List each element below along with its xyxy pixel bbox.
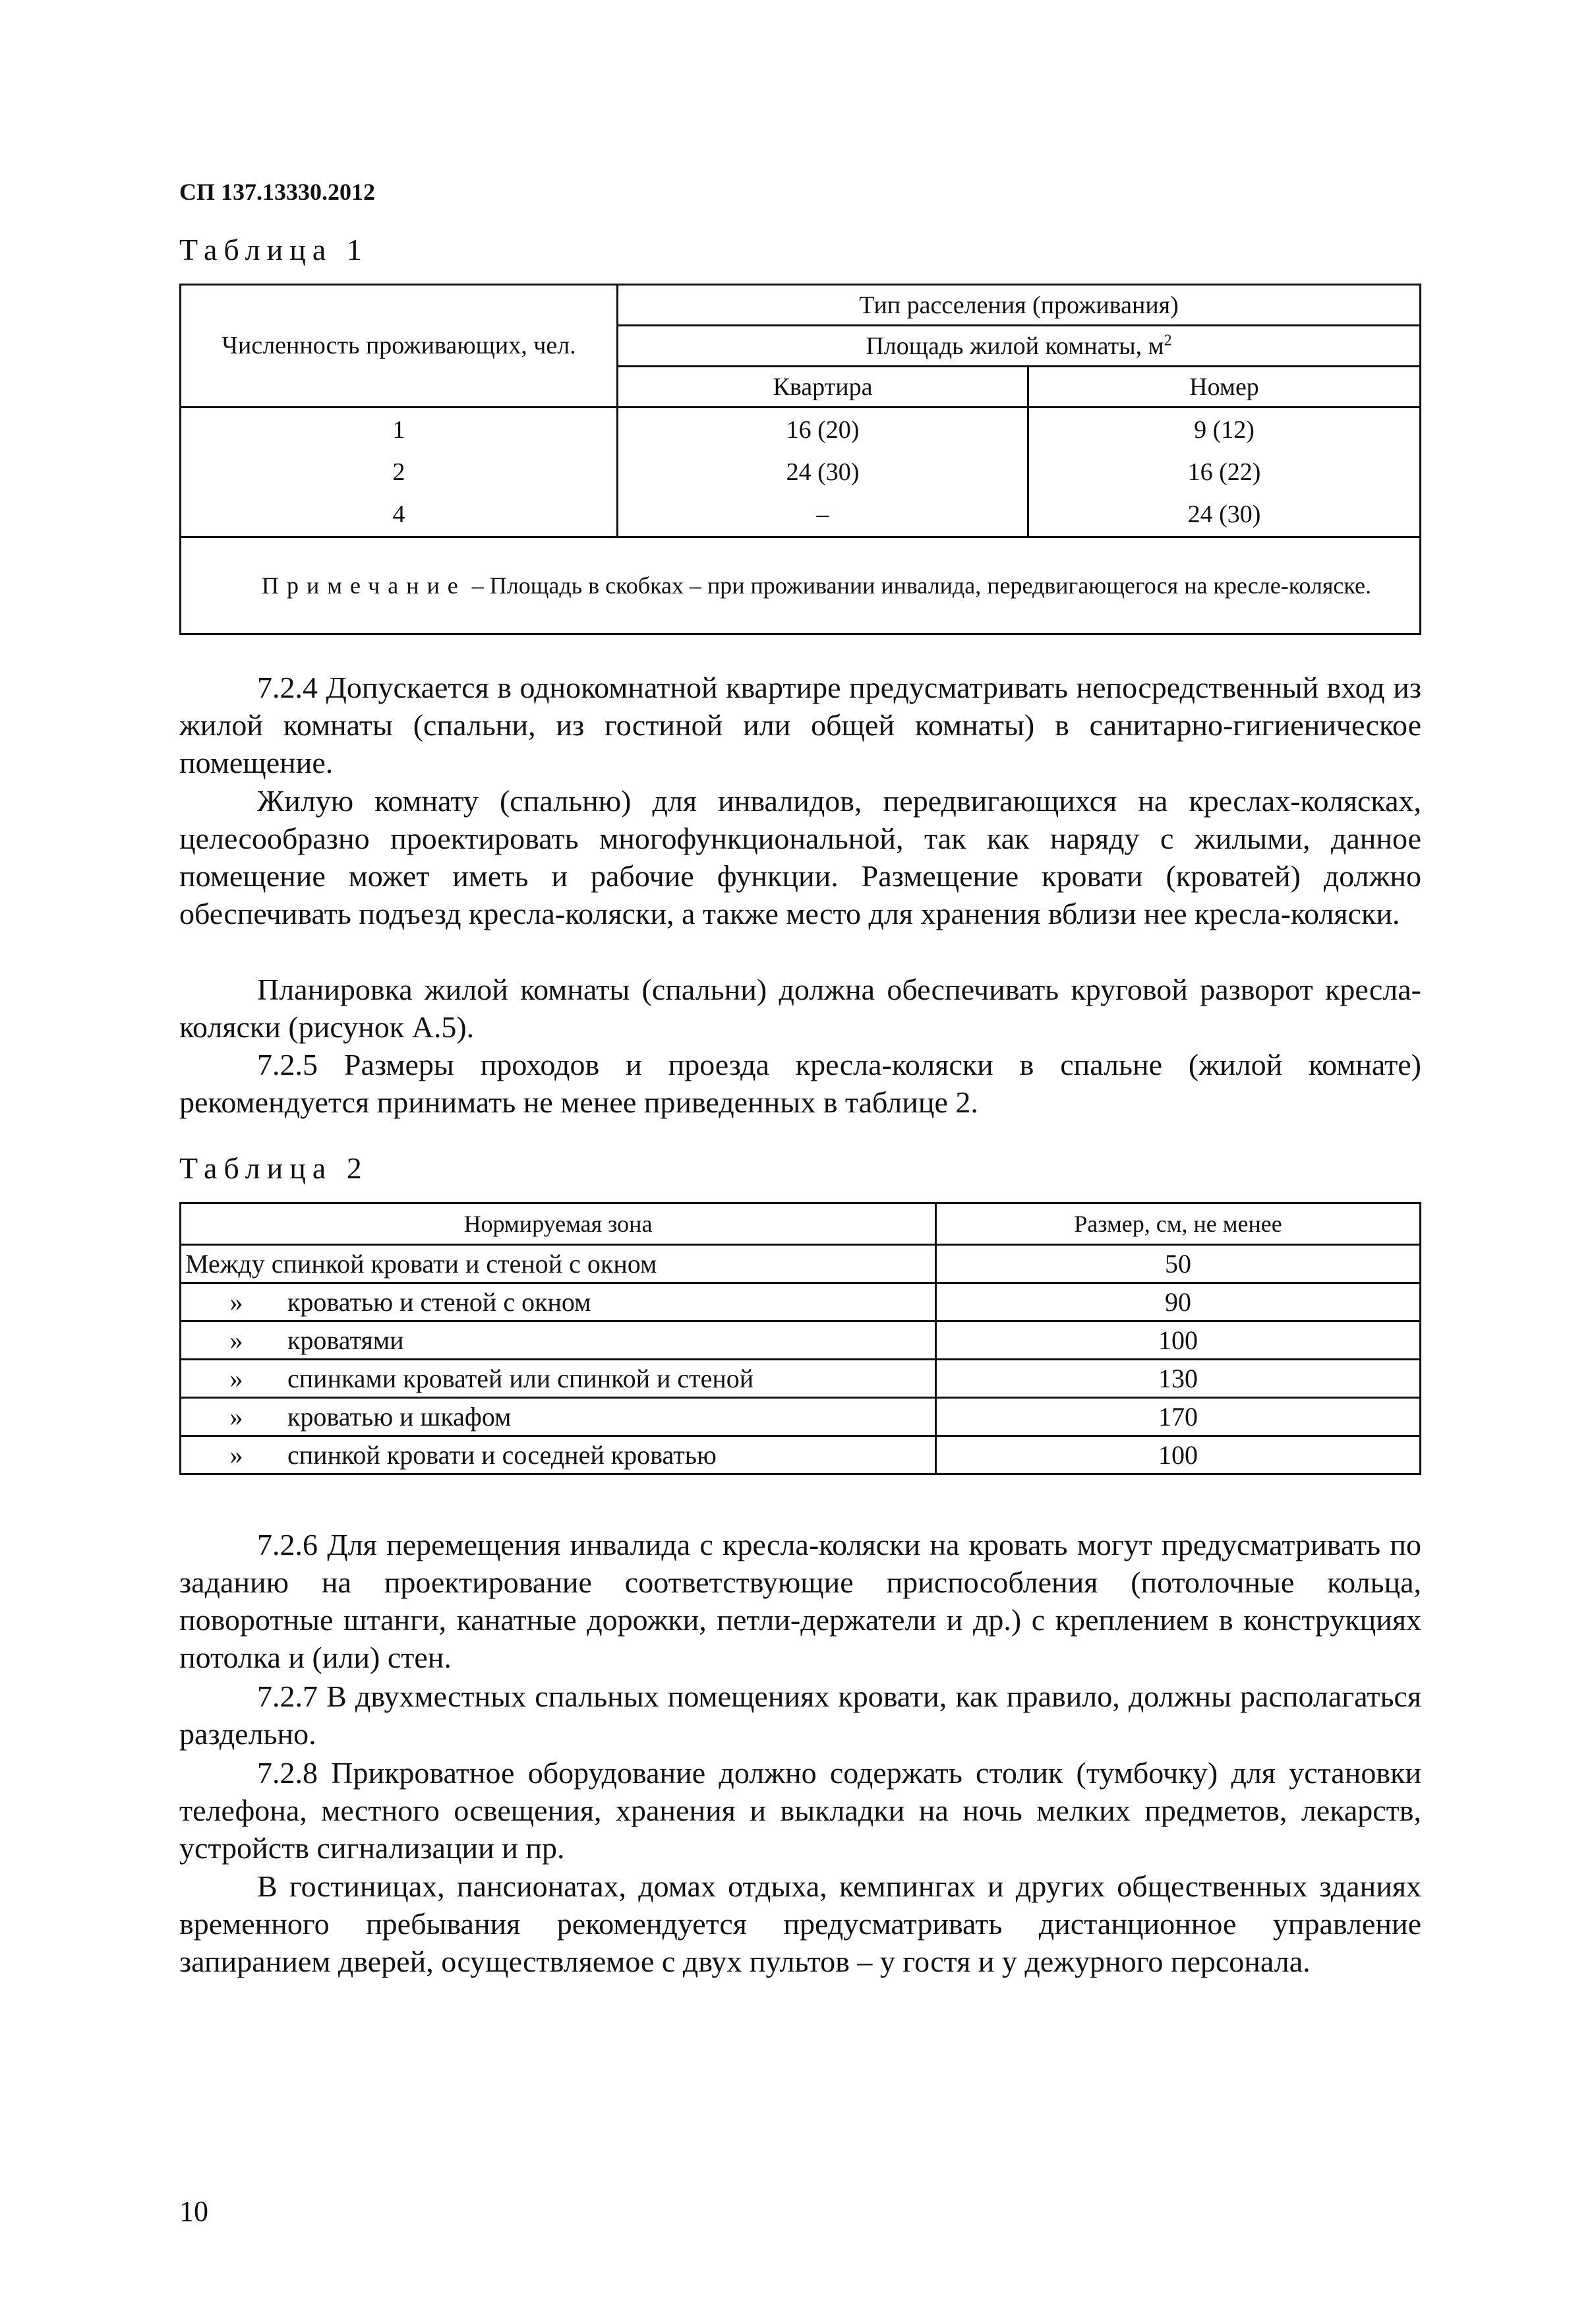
table-2-value-cell: 90	[936, 1283, 1421, 1321]
paragraph-7-2-4-text: 7.2.4 Допускается в однокомнатной квартире предусматривать непосредственный вход из жилой комнаты (спальни, из гостиной или общей комнаты) в санитарно-гигиеническое помещение.	[179, 671, 1421, 779]
paragraph-7-2-7-text: 7.2.7 В двухместных спальных помещениях кровати, как правило, должны располагаться раздельно.	[179, 1679, 1421, 1751]
table-1-header-area-label: Площадь жилой комнаты, м	[866, 332, 1164, 360]
table-1-header-apartment: Квартира	[618, 367, 1028, 408]
paragraph-7-2-6-text: 7.2.6 Для перемещения инвалида с кресла-коляски на кровать могут предусматривать по заданию на проектирование соответствующие приспособления (потолочные кольца, поворотные штанги, канатные дорожки, петли-держатели и др.) с креплением в конструкциях потолка и (или) стен.	[179, 1528, 1421, 1674]
table-2	[179, 1202, 1421, 1475]
table-1-header-area	[618, 326, 1421, 367]
paragraph-hotels	[179, 1867, 1421, 1980]
table-2-value-cell: 100	[936, 1436, 1421, 1474]
paragraph-hotels-text: В гостиницах, пансионатах, домах отдыха, кемпингах и других общественных зданиях временного пребывания рекомендуется предусматривать дистанционное управление запиранием дверей, осуществляемое с двух пультов – у гостя и у дежурного персонала.	[179, 1869, 1421, 1978]
table-1-cell: 1	[392, 416, 405, 444]
table-2-zone-cell	[181, 1398, 936, 1436]
table-1-header-residents-label: Численность проживающих, чел.	[222, 331, 576, 359]
table-2-row	[181, 1360, 1421, 1398]
table-1-room-column	[1028, 408, 1421, 537]
table-2-zone-cell	[181, 1283, 936, 1321]
table-1-header-area-superscript: 2	[1164, 331, 1172, 349]
ditto-mark: »	[229, 1440, 243, 1470]
table-1-cell: 16 (22)	[1187, 458, 1261, 486]
table-2-zone-cell: Между спинкой кровати и стеной с окном	[181, 1245, 936, 1283]
table-2-zone-text: кроватью и шкафом	[287, 1402, 512, 1432]
table-2-zone-text: кроватями	[287, 1325, 404, 1355]
table-2-caption: Таблица 2	[179, 1151, 369, 1185]
table-2-zone-text: спинками кроватей или спинкой и стеной	[287, 1364, 754, 1393]
table-1-cell: 24 (30)	[1187, 500, 1261, 528]
ditto-mark: »	[229, 1287, 243, 1317]
table-2-header-size: Размер, см, не менее	[936, 1203, 1421, 1245]
table-2-row	[181, 1283, 1421, 1321]
table-1-header-type: Тип расселения (проживания)	[618, 285, 1421, 326]
table-1-header-room: Номер	[1028, 367, 1421, 408]
table-2-value-cell: 50	[936, 1245, 1421, 1283]
table-1-note-label: Примечание	[262, 572, 466, 599]
table-2-zone-cell	[181, 1436, 936, 1474]
table-1	[179, 284, 1421, 635]
table-1-cell: 24 (30)	[786, 458, 860, 486]
paragraph-7-2-5-text: 7.2.5 Размеры проходов и проезда кресла-коляски в спальне (жилой комнате) рекомендуется принимать не менее приведенных в таблице 2.	[179, 1048, 1421, 1119]
table-2-row	[181, 1436, 1421, 1474]
table-2-zone-cell	[181, 1321, 936, 1360]
table-2-row	[181, 1321, 1421, 1360]
table-1-cell: –	[816, 500, 829, 528]
paragraph-7-2-4	[179, 669, 1421, 781]
table-2-value-cell: 170	[936, 1398, 1421, 1436]
paragraph-7-2-8-text: 7.2.8 Прикроватное оборудование должно содержать столик (тумбочку) для установки телефона, местного освещения, хранения и выкладки на ночь мелких предметов, лекарств, устройств сигнализации и пр.	[179, 1756, 1421, 1865]
paragraph-7-2-8	[179, 1754, 1421, 1867]
paragraph-7-2-6	[179, 1526, 1421, 1676]
table-1-note	[181, 537, 1421, 634]
table-2-row	[181, 1398, 1421, 1436]
paragraph-7-2-5	[179, 1046, 1421, 1121]
paragraph-bedroom-text: Жилую комнату (спальню) для инвалидов, передвигающихся на креслах-колясках, целесообразно проектировать многофункциональной, так как наряду с жилыми, данное помещение может иметь и рабочие функции. Размещение кровати (кроватей) должно обеспечивать подъезд кресла-коляски, а также место для хранения вблизи нее кресла-коляски.	[179, 784, 1421, 930]
paragraph-7-2-7	[179, 1678, 1421, 1753]
table-2-zone-text: спинкой кровати и соседней кроватью	[287, 1440, 717, 1470]
paragraph-layout-text: Планировка жилой комнаты (спальни) должна обеспечивать круговой разворот кресла-коляски (рисунок А.5).	[179, 973, 1421, 1044]
table-1-note-text: – Площадь в скобках – при проживании инвалида, передвигающегося на кресле-коляске.	[465, 572, 1371, 599]
paragraph-layout	[179, 971, 1421, 1046]
table-1-residents-column	[181, 408, 618, 537]
table-1-apartment-column	[618, 408, 1028, 537]
table-2-value-cell: 100	[936, 1321, 1421, 1360]
table-1-caption: Таблица 1	[179, 233, 369, 266]
ditto-mark: »	[229, 1364, 243, 1393]
ditto-mark: »	[229, 1325, 243, 1355]
paragraph-bedroom	[179, 782, 1421, 932]
table-2-value-cell: 130	[936, 1360, 1421, 1398]
table-2-zone-cell	[181, 1360, 936, 1398]
table-1-cell: 4	[392, 500, 405, 528]
table-2-row	[181, 1245, 1421, 1283]
table-1-cell: 2	[392, 458, 405, 486]
table-1-cell: 16 (20)	[786, 416, 860, 444]
page-number: 10	[179, 2195, 208, 2227]
document-code: СП 137.13330.2012	[179, 179, 375, 205]
table-2-zone-text: кроватью и стеной с окном	[287, 1287, 591, 1317]
table-2-header-zone: Нормируемая зона	[181, 1203, 936, 1245]
ditto-mark: »	[229, 1402, 243, 1432]
table-1-cell: 9 (12)	[1194, 416, 1255, 444]
table-1-header-residents	[181, 285, 618, 408]
